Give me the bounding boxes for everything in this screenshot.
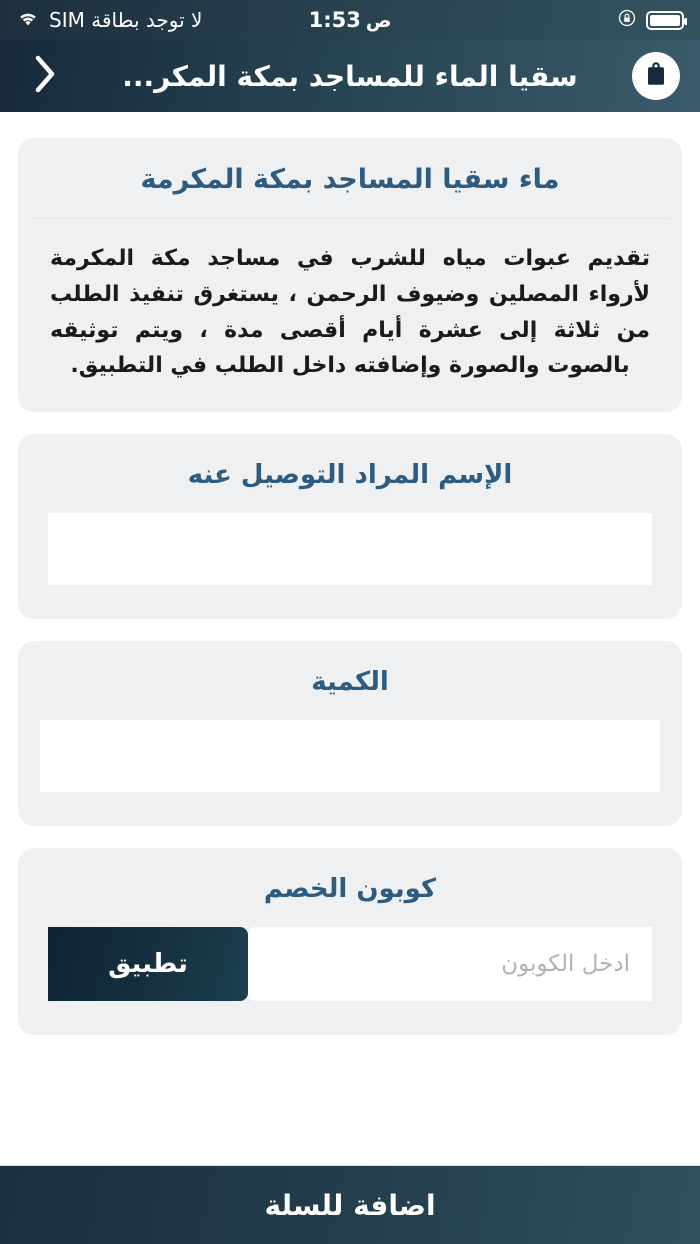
quantity-field-wrap [18,720,682,826]
recipient-name-field-wrap [18,513,682,619]
status-bar-right [16,8,202,32]
coupon-card [18,848,682,1035]
content-area [0,112,700,1165]
rotation-lock-icon [617,8,637,32]
carrier-label: لا توجد بطاقة SIM [49,8,203,32]
coupon-row [18,927,682,1035]
apply-coupon-button[interactable]: تطبيق [48,927,248,1001]
quantity-input[interactable] [40,720,660,792]
quantity-label: الكمية [311,667,389,698]
back-button[interactable] [20,52,68,100]
product-description: تقديم عبوات مياه للشرب في مساجد مكة المكرمة لأرواء المصلين وضيوف الرحمن ، يستغرق تنفيذ الطلب من ثلاثة إلى عشرة أيام أقصى مدة ، ويتم توثيقه بالصوت والصورة وإضافته داخل الطلب في التطبيق. [50,246,650,379]
status-time: 1:53 [308,8,361,32]
quantity-card [18,641,682,826]
coupon-input[interactable] [248,927,652,1001]
chevron-right-icon [30,52,58,100]
cart-button[interactable] [632,52,680,100]
recipient-name-input[interactable] [48,513,652,585]
product-title: ماء سقيا المساجد بمكة المكرمة [140,164,560,195]
coupon-label: كوبون الخصم [263,874,437,905]
page-title: سقيا الماء للمساجد بمكة المكر... [122,59,578,93]
add-to-cart-button[interactable]: اضافة للسلة [0,1165,700,1244]
battery-full-icon [646,11,684,30]
recipient-name-card [18,434,682,619]
shopping-bag-icon [643,60,669,92]
recipient-name-label: الإسم المراد التوصيل عنه [187,459,513,490]
product-info-card [18,138,682,412]
status-time-period: ص [365,10,392,32]
status-bar-left [617,8,684,32]
wifi-icon [16,8,40,32]
navigation-bar [0,40,700,112]
status-bar [0,0,700,40]
